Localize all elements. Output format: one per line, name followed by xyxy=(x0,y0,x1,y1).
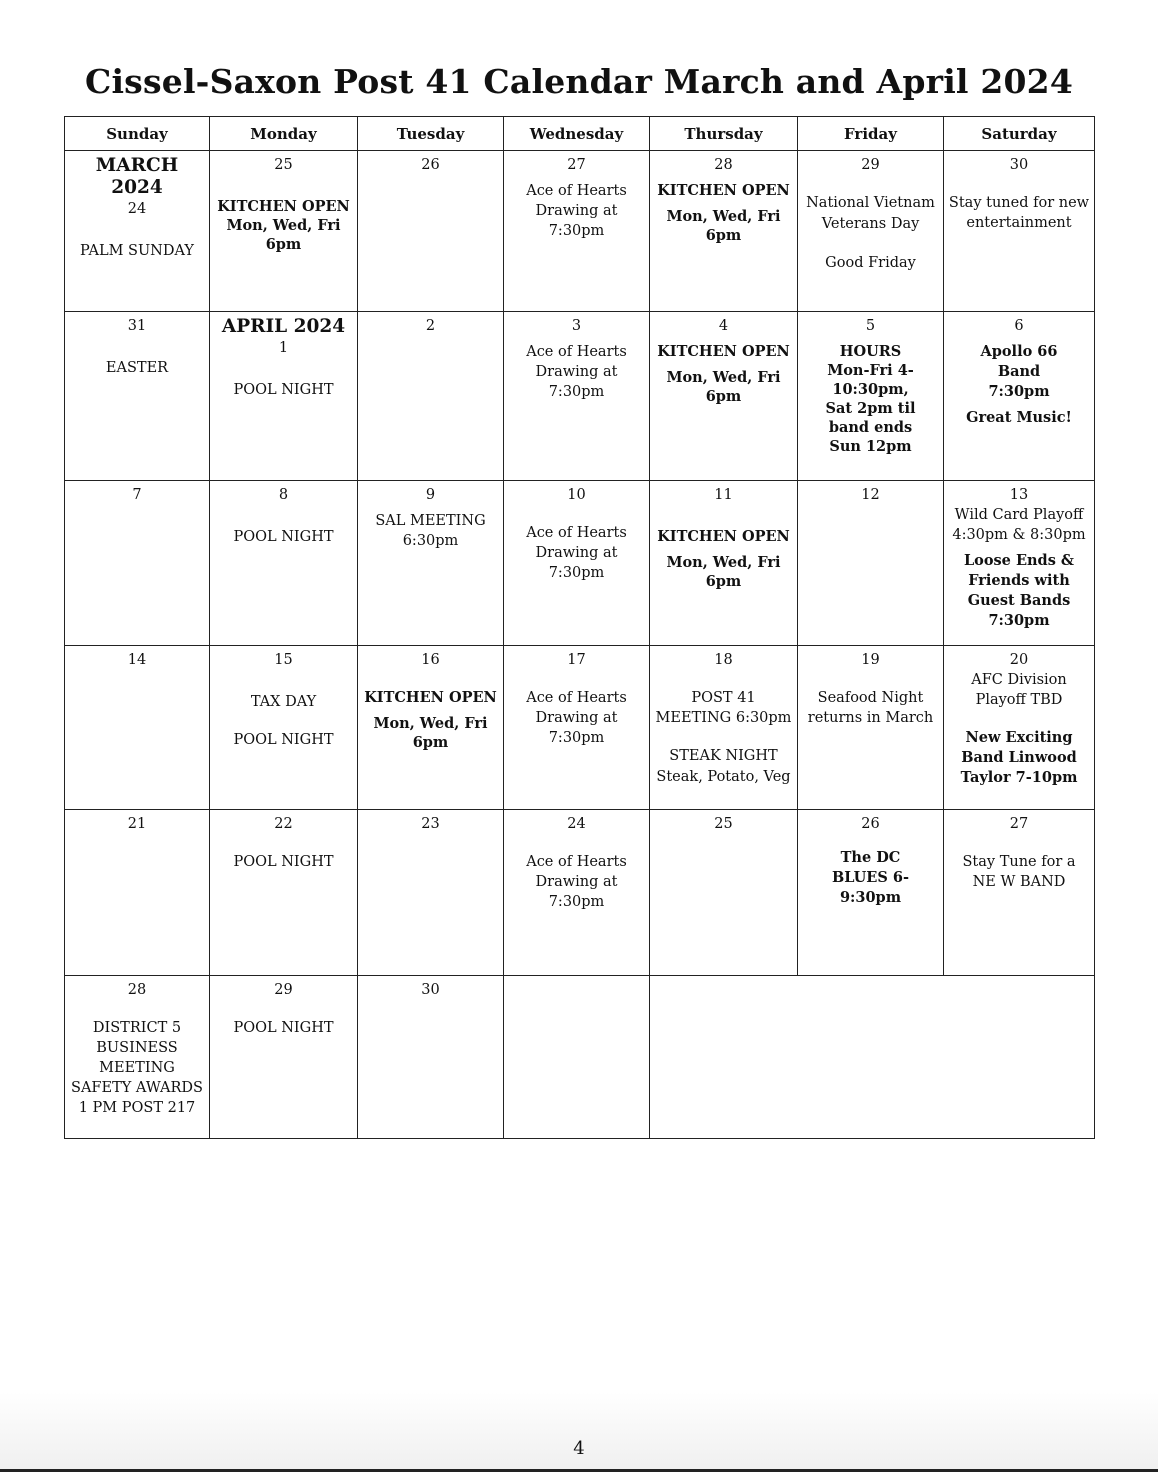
month-label: APRIL 2024 xyxy=(221,316,346,337)
day-cell xyxy=(798,312,944,481)
day-number: 4 xyxy=(718,318,729,334)
day-cell xyxy=(65,976,210,1139)
day-number: 18 xyxy=(714,652,733,668)
weekday-header-row xyxy=(65,117,1095,151)
day-cell xyxy=(210,810,358,976)
day-cell xyxy=(798,810,944,976)
day-number: 13 xyxy=(1009,487,1029,503)
event: Great Music! xyxy=(966,409,1072,426)
week-row xyxy=(65,481,1095,646)
week-row xyxy=(65,976,1095,1139)
day-cell xyxy=(358,646,504,810)
day-number: 27 xyxy=(1009,816,1029,832)
day-cell xyxy=(65,646,210,810)
day-number: 30 xyxy=(421,982,440,998)
month-label: MARCH 2024 xyxy=(95,155,179,198)
day-cell xyxy=(504,312,650,481)
page-number: 4 xyxy=(573,1438,585,1459)
event: Ace of Hearts Drawing at 7:30pm xyxy=(526,525,627,581)
day-number: 31 xyxy=(127,318,147,334)
day-number: 28 xyxy=(714,157,733,173)
event: KITCHEN OPEN xyxy=(657,343,790,360)
day-number: 28 xyxy=(127,982,147,998)
event: Steak, Potato, Veg xyxy=(656,769,791,785)
day-number: 30 xyxy=(1009,157,1029,173)
day-number: 21 xyxy=(127,816,147,832)
event: Ace of Hearts Drawing at 7:30pm xyxy=(526,183,627,239)
day-cell xyxy=(650,646,798,810)
event: Wild Card Playoff 4:30pm & 8:30pm xyxy=(952,507,1086,543)
event: STEAK NIGHT xyxy=(669,748,778,764)
day-number: 17 xyxy=(567,652,586,668)
day-cell xyxy=(65,481,210,646)
day-number: 26 xyxy=(421,157,440,173)
event: EASTER xyxy=(105,360,169,376)
day-number: 16 xyxy=(421,652,440,668)
day-number: 20 xyxy=(1009,652,1029,668)
event: Sat 2pm til band ends xyxy=(825,400,916,436)
day-number: 24 xyxy=(567,816,586,832)
week-row xyxy=(65,646,1095,810)
day-cell xyxy=(944,151,1095,312)
event: POOL NIGHT xyxy=(233,854,334,870)
day-cell xyxy=(358,481,504,646)
day-cell xyxy=(358,312,504,481)
event: TAX DAY xyxy=(250,694,317,710)
day-number: 11 xyxy=(714,487,733,503)
day-number: 2 xyxy=(425,318,436,334)
event: AFC Division Playoff TBD xyxy=(971,672,1067,708)
event: KITCHEN OPEN xyxy=(657,528,790,545)
day-number: 19 xyxy=(861,652,880,668)
day-number: 9 xyxy=(425,487,436,503)
event: National Vietnam Veterans Day xyxy=(806,195,935,232)
day-number: 3 xyxy=(571,318,582,334)
event: Stay Tune for a NE W BAND xyxy=(962,854,1076,890)
event: Sun 12pm xyxy=(829,438,912,455)
day-number: 15 xyxy=(274,652,293,668)
event: Ace of Hearts Drawing at 7:30pm xyxy=(526,690,627,746)
day-cell xyxy=(210,481,358,646)
day-cell xyxy=(358,151,504,312)
day-cell xyxy=(650,810,798,976)
day-cell xyxy=(650,151,798,312)
day-cell xyxy=(504,810,650,976)
empty-cell xyxy=(504,976,650,1139)
day-cell xyxy=(65,810,210,976)
page-footer-shade xyxy=(0,1392,1158,1472)
weekday-wednesday: Wednesday xyxy=(504,117,650,151)
day-cell xyxy=(798,481,944,646)
event: Ace of Hearts Drawing at 7:30pm xyxy=(526,344,627,400)
day-cell xyxy=(944,481,1095,646)
event: POST 41 MEETING 6:30pm xyxy=(655,690,792,726)
day-number: 6 xyxy=(1014,318,1024,334)
day-cell xyxy=(798,151,944,312)
week-row xyxy=(65,151,1095,312)
day-cell xyxy=(944,312,1095,481)
weekday-friday: Friday xyxy=(798,117,944,151)
day-cell xyxy=(944,646,1095,810)
day-cell xyxy=(210,976,358,1139)
day-number: 29 xyxy=(861,157,880,173)
event: Mon, Wed, Fri 6pm xyxy=(373,715,488,751)
day-cell xyxy=(798,646,944,810)
day-cell xyxy=(358,976,504,1139)
day-number: 1 xyxy=(278,340,289,356)
day-cell xyxy=(65,151,210,312)
day-cell xyxy=(650,481,798,646)
day-cell xyxy=(210,646,358,810)
weekday-tuesday: Tuesday xyxy=(358,117,504,151)
day-number: 10 xyxy=(567,487,586,503)
weekday-thursday: Thursday xyxy=(650,117,798,151)
day-number: 7 xyxy=(132,487,142,503)
day-number: 23 xyxy=(421,816,440,832)
day-number: 26 xyxy=(861,816,880,832)
day-number: 25 xyxy=(714,816,733,832)
event: KITCHEN OPEN xyxy=(217,198,350,215)
empty-merged-cell xyxy=(650,976,1095,1139)
event: DISTRICT 5 BUSINESS MEETING SAFETY AWARDS 1 PM POST 217 xyxy=(71,1020,203,1116)
event: The DC BLUES 6-9:30pm xyxy=(832,849,909,906)
day-number: 24 xyxy=(127,201,147,217)
event: Mon-Fri 4-10:30pm, xyxy=(827,362,914,398)
calendar-title: Cissel-Saxon Post 41 Calendar March and April 2024 xyxy=(84,62,1073,101)
event: Seafood Night returns in March xyxy=(807,690,934,726)
event: KITCHEN OPEN xyxy=(657,182,790,199)
event: HOURS xyxy=(839,343,902,360)
event: SAL MEETING 6:30pm xyxy=(375,513,486,549)
day-number: 29 xyxy=(274,982,293,998)
weekday-sunday: Sunday xyxy=(65,117,210,151)
event: POOL NIGHT xyxy=(233,1020,334,1036)
day-cell xyxy=(504,151,650,312)
weekday-saturday: Saturday xyxy=(944,117,1095,151)
day-cell xyxy=(650,312,798,481)
event: Ace of Hearts Drawing at 7:30pm xyxy=(526,854,627,910)
day-number: 12 xyxy=(861,487,880,503)
event: POOL NIGHT xyxy=(233,732,334,748)
event: POOL NIGHT xyxy=(233,529,334,545)
event: Apollo 66 Band 7:30pm xyxy=(980,343,1058,400)
day-number: 8 xyxy=(278,487,289,503)
day-cell xyxy=(358,810,504,976)
day-number: 5 xyxy=(865,318,876,334)
event: Mon, Wed, Fri 6pm xyxy=(226,217,341,253)
day-cell xyxy=(504,646,650,810)
weekday-monday: Monday xyxy=(210,117,358,151)
event: POOL NIGHT xyxy=(233,382,334,398)
event: KITCHEN OPEN xyxy=(364,689,497,706)
day-number: 22 xyxy=(274,816,293,832)
day-cell xyxy=(210,151,358,312)
event: Good Friday xyxy=(825,255,916,271)
week-row xyxy=(65,312,1095,481)
day-cell xyxy=(65,312,210,481)
day-number: 25 xyxy=(274,157,293,173)
event: Mon, Wed, Fri 6pm xyxy=(666,208,781,244)
event: New Exciting Band Linwood Taylor 7-10pm xyxy=(960,729,1078,786)
day-number: 27 xyxy=(567,157,586,173)
day-cell xyxy=(504,481,650,646)
week-row xyxy=(65,810,1095,976)
calendar-grid xyxy=(64,116,1095,1139)
event: Mon, Wed, Fri 6pm xyxy=(666,554,781,590)
event: Mon, Wed, Fri 6pm xyxy=(666,369,781,405)
event: PALM SUNDAY xyxy=(80,243,194,259)
day-number: 14 xyxy=(127,652,147,668)
day-cell xyxy=(210,312,358,481)
day-cell xyxy=(944,810,1095,976)
event: Stay tuned for new entertainment xyxy=(948,195,1090,231)
event: Loose Ends & Friends with Guest Bands 7:30pm xyxy=(963,552,1074,629)
